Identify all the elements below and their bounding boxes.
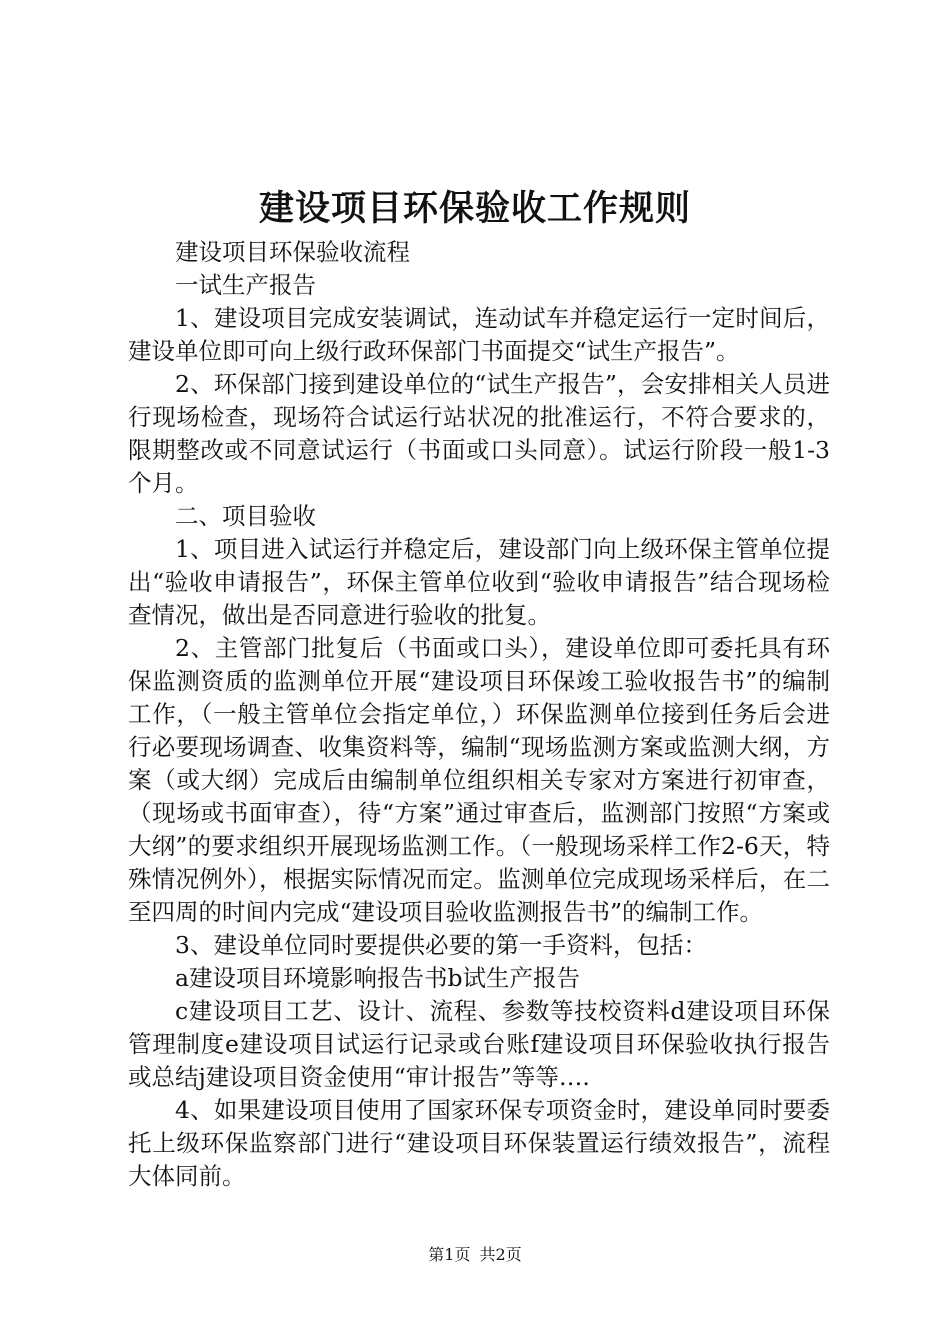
paragraph: 2、主管部门批复后（书面或口头），建设单位即可委托具有环保监测资质的监测单位开展“建设项目环保竣工验收报告书”的编制工作，（一般主管单位会指定单位，）环保监测单位接到任务后会进行必要现场调查、收集资料等，编制“现场监测方案或监测大纲，方案（或大纲）完成后由编制单位组织相关专家对方案进行初审查，（现场或书面审查），待“方案”通过审查后，监测部门按照“方案或大纲”的要求组织开展现场监测工作。（一般现场采样工作2-6天，特殊情况例外），根据实际情况而定。监测单位完成现场采样后，在二至四周的时间内完成“建设项目验收监测报告书”的编制工作。: [128, 634, 830, 926]
paragraph: 3、建设单位同时要提供必要的第一手资料，包括：: [175, 931, 707, 959]
page-number: 第1页: [428, 1245, 471, 1264]
list-item: c建设项目工艺、设计、流程、参数等技校资料d建设项目环保管理制度e建设项目试运行记录或台账f建设项目环保验收执行报告或总结j建设项目资金使用“审计报告”等等….: [128, 997, 830, 1091]
list-item: a建设项目环境影响报告书b试生产报告: [175, 964, 581, 992]
document-title: 建设项目环保验收工作规则: [258, 188, 691, 229]
page-footer: [0, 1244, 950, 1266]
section-heading: 建设项目环保验收流程: [175, 238, 410, 266]
paragraph: 2、环保部门接到建设单位的“试生产报告”，会安排相关人员进行现场检查，现场符合试运行站状况的批准运行，不符合要求的，限期整改或不同意试运行（书面或口头同意）。试运行阶段一般1-3个月。: [128, 370, 830, 497]
document-body: [128, 236, 830, 1193]
paragraph: 1、建设项目完成安装调试，连动试车并稳定运行一定时间后，建设单位即可向上级行政环保部门书面提交“试生产报告”。: [128, 304, 830, 365]
paragraph: 4、如果建设项目使用了国家环保专项资金时，建设单同时要委托上级环保监察部门进行“建设项目环保装置运行绩效报告”，流程大体同前。: [128, 1096, 830, 1190]
section-heading: 一试生产报告: [175, 271, 316, 299]
page-total: 共2页: [479, 1245, 522, 1264]
paragraph: 1、项目进入试运行并稳定后，建设部门向上级环保主管单位提出“验收申请报告”，环保主管单位收到“验收申请报告”结合现场检查情况，做出是否同意进行验收的批复。: [128, 535, 830, 629]
section-heading: 二、项目验收: [175, 502, 316, 530]
